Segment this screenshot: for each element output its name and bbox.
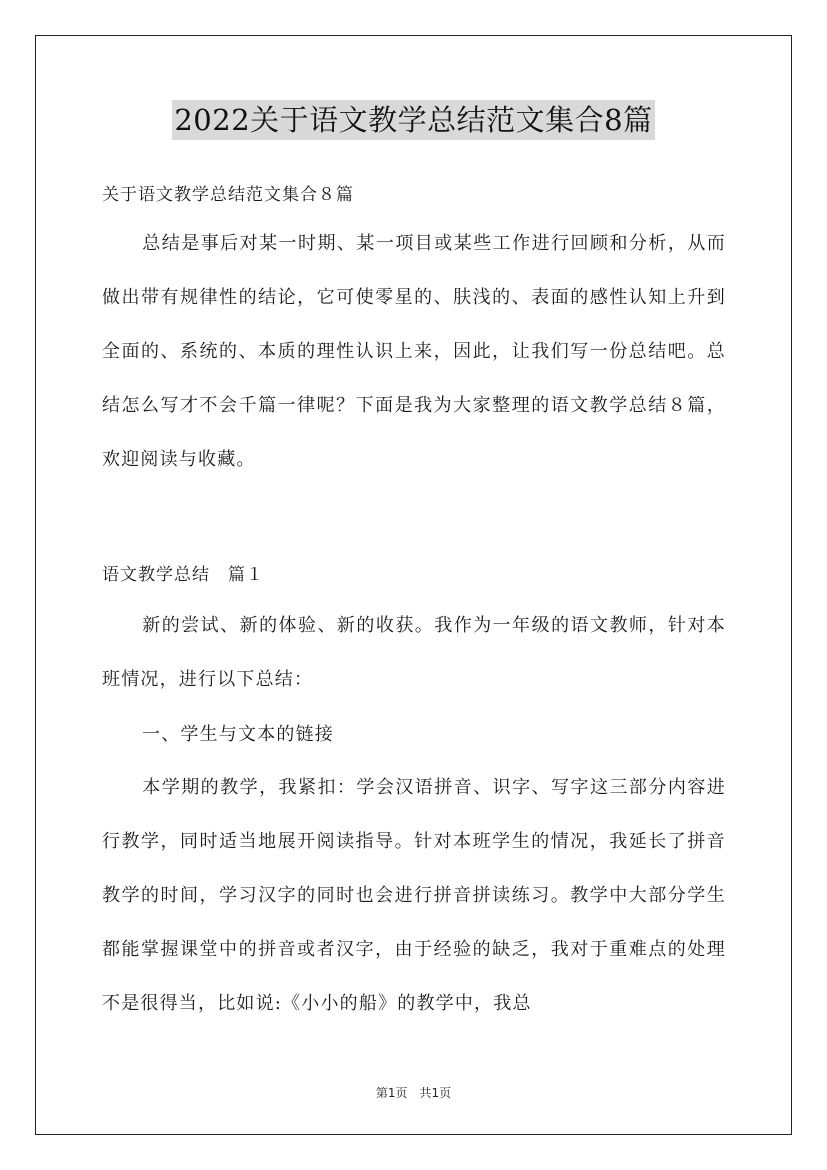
- section-heading-1: 一、学生与文本的链接: [142, 724, 334, 745]
- section-paragraph-2-text: 本学期的教学，我紧扣：学会汉语拼音、识字、写字这三部分内容进行教学，同时适当地展开阅读指导。针对本班学生的情况，我延长了拼音教学的时间，学习汉字的同时也会进行拼音拼读练习。教学中大部分学生都能掌握课堂中的拼音或者汉字，由于经验的缺乏，我对于重难点的处理不是很得当，比如说:《小小的船》的教学中，我总: [102, 777, 726, 1014]
- section-title: 语文教学总结 篇１: [102, 565, 264, 585]
- title-container: [0, 100, 827, 140]
- section-paragraph-1: [102, 599, 726, 707]
- document-title: 2022关于语文教学总结范文集合8篇: [172, 100, 654, 140]
- section-paragraph-2: [102, 761, 726, 1031]
- document-subtitle: 关于语文教学总结范文集合８篇: [102, 185, 354, 205]
- section-paragraph-1-text: 新的尝试、新的体验、新的收获。我作为一年级的语文教师，针对本班情况，进行以下总结：: [102, 615, 726, 690]
- intro-text: 总结是事后对某一时期、某一项目或某些工作进行回顾和分析，从而做出带有规律性的结论，它可使零星的、肤浅的、表面的感性认知上升到全面的、系统的、本质的理性认识上来，因此，让我们写一份总结吧。总结怎么写才不会千篇一律呢？下面是我为大家整理的语文教学总结８篇，欢迎阅读与收藏。: [102, 233, 726, 470]
- page-footer: 第1页 共1页: [375, 1086, 452, 1100]
- intro-paragraph: [102, 217, 726, 487]
